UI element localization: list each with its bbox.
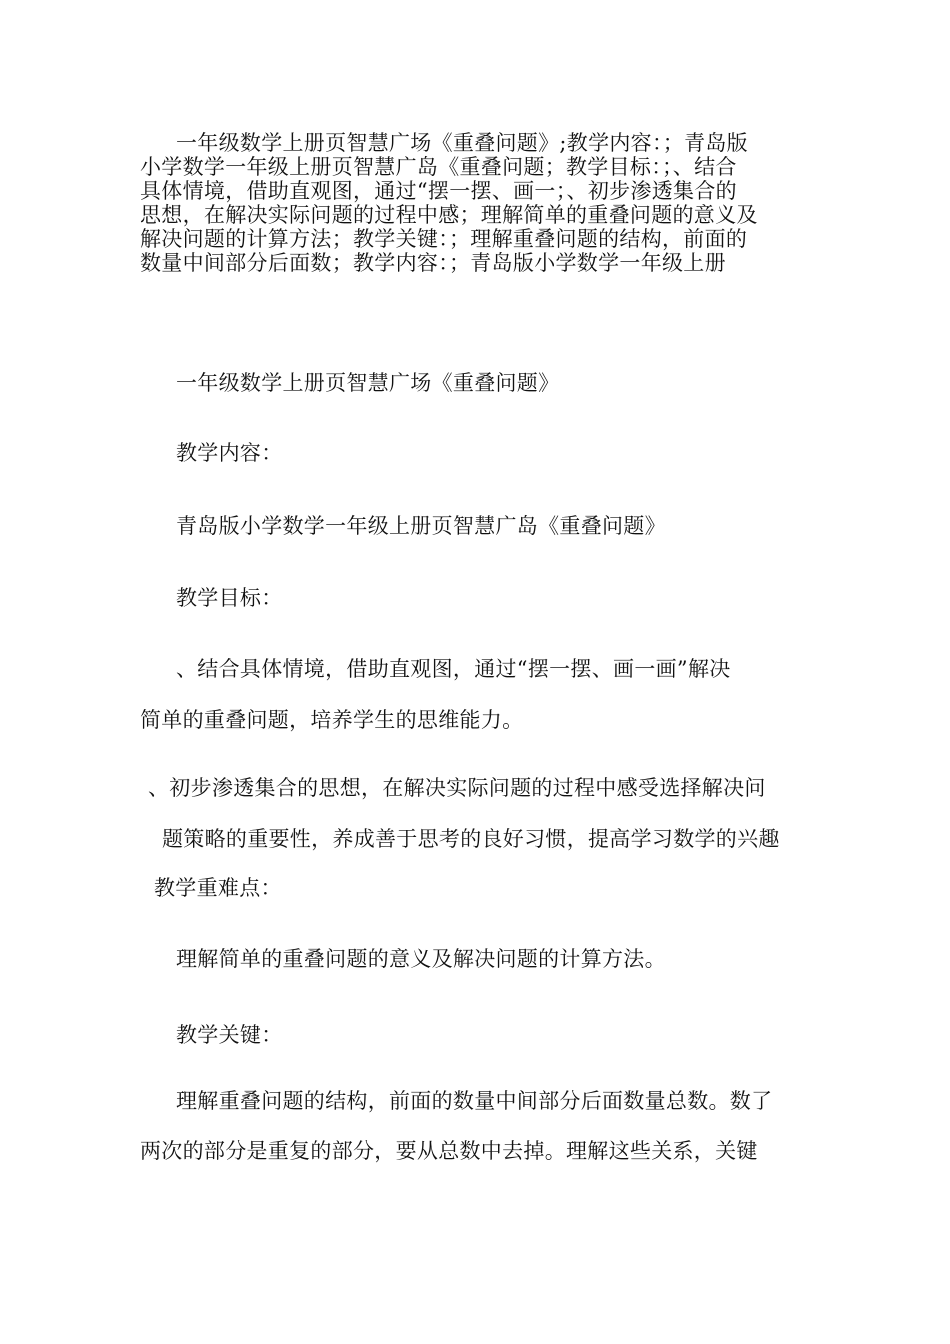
- key-line-1: 理解重叠问题的结构，前面的数量中间部分后面数量总数。数了: [176, 1089, 773, 1113]
- summary-line: 小学数学一年级上册页智慧广岛《重叠问题；教学目标：；、结合: [140, 155, 737, 179]
- goal-1-line-1: 、结合具体情境，借助直观图，通过“摆一摆、画一画”解决: [176, 657, 731, 681]
- summary-line: 解决问题的计算方法；教学关键：；理解重叠问题的结构，前面的: [140, 227, 748, 251]
- goals-heading: 教学目标：: [176, 586, 283, 610]
- summary-line: 具体情境，借助直观图，通过“摆一摆、画一；、初步渗透集合的: [140, 179, 737, 203]
- summary-line: 一年级数学上册页智慧广场《重叠问题》;教学内容：；青岛版: [176, 131, 748, 155]
- content-heading: 教学内容：: [176, 441, 283, 465]
- difficulty-heading: 教学重难点：: [154, 876, 282, 900]
- difficulty-text: 理解简单的重叠问题的意义及解决问题的计算方法。: [176, 947, 666, 971]
- summary-line: 数量中间部分后面数；教学内容：；青岛版小学数学一年级上册: [140, 251, 726, 275]
- document-title: 一年级数学上册页智慧广场《重叠问题》: [176, 371, 560, 395]
- summary-line: 思想，在解决实际问题的过程中感；理解简单的重叠问题的意义及: [140, 203, 758, 227]
- content-text: 青岛版小学数学一年级上册页智慧广岛《重叠问题》: [176, 514, 666, 538]
- key-line-2: 两次的部分是重复的部分，要从总数中去掉。理解这些关系，关键: [140, 1139, 758, 1163]
- goal-1-line-2: 简单的重叠问题，培养学生的思维能力。: [140, 708, 524, 732]
- goal-2-line-1: 、初步渗透集合的思想，在解决实际问题的过程中感受选择解决问: [148, 776, 766, 800]
- goal-2-line-2: 题策略的重要性，养成善于思考的良好习惯，提高学习数学的兴趣: [162, 827, 780, 851]
- key-heading: 教学关键：: [176, 1023, 283, 1047]
